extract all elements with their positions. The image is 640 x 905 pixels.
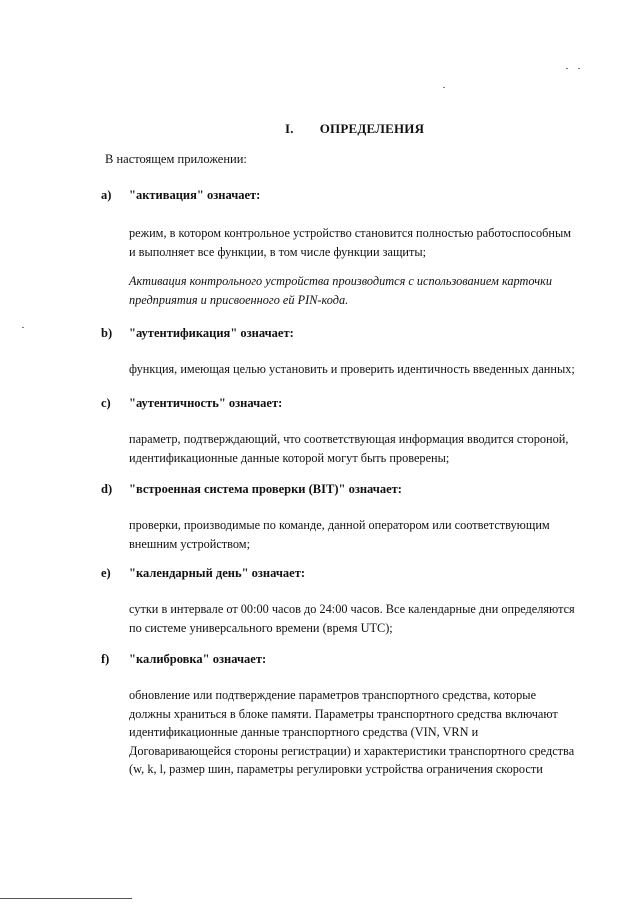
section-heading [285,121,424,137]
item-term: "аутентификация" означает: [129,326,294,340]
body-line: обновление или подтверждение параметров транспортного средства, которые [129,688,537,702]
body-line: функция, имеющая целью установить и проверить идентичность введенных данных; [129,362,575,376]
body-line: параметр, подтверждающий, что соответствующая информация вводится стороной, [129,432,569,446]
section-title: ОПРЕДЕЛЕНИЯ [319,121,425,136]
item-term: "встроенная система проверки (BIT)" означает: [129,482,402,496]
item-letter: d) [101,482,113,496]
item-letter: a) [101,188,112,202]
item-body [129,430,599,467]
scan-speck [566,68,568,69]
body-line: Договаривающейся стороны регистрации) и характеристики транспортного средства [129,743,575,758]
note-line: предприятия и присвоенного ей PIN-кода. [129,292,349,307]
footnote-rule [0,898,132,899]
body-line: сутки в интервале от 00:00 часов до 24:00 часов. Все календарные дни определяются [129,602,575,616]
body-line: идентификационные данные транспортного средства (VIN, VRN и [129,725,479,739]
body-line: внешним устройством; [129,536,251,551]
item-letter: e) [101,566,111,580]
item-body [129,516,599,553]
scan-speck [578,68,580,69]
item-body [129,686,599,779]
item-letter: f) [101,652,110,666]
item-body [129,600,599,637]
body-line: проверки, производимые по команде, данной оператором или соответствующим [129,518,550,532]
item-note [129,272,599,309]
item-letter: b) [101,326,113,340]
body-line: идентификационные данные которой могут быть проверены; [129,450,450,465]
body-line: режим, в котором контрольное устройство становится полностью работоспособным [129,226,571,240]
item-body [129,224,599,261]
body-line: по системе универсального времени (время UTC); [129,620,393,635]
item-term: "аутентичность" означает: [129,396,283,410]
section-number: I. [285,121,294,136]
item-term: "активация" означает: [129,188,261,202]
item-body [129,360,599,379]
intro-text: В настоящем приложении: [105,152,247,166]
item-letter: c) [101,396,111,410]
item-term: "календарный день" означает: [129,566,306,580]
body-line: и выполняет все функции, в том числе функции защиты; [129,244,427,259]
scan-speck [22,327,24,328]
item-term: "калибровка" означает: [129,652,267,666]
body-line: должны храниться в блоке памяти. Параметры транспортного средства включают [129,706,558,721]
body-line: (w, k, l, размер шин, параметры регулировки устройства ограничения скорости [129,762,543,776]
scan-speck [443,87,445,88]
note-line: Активация контрольного устройства производится с использованием карточки [129,274,553,288]
